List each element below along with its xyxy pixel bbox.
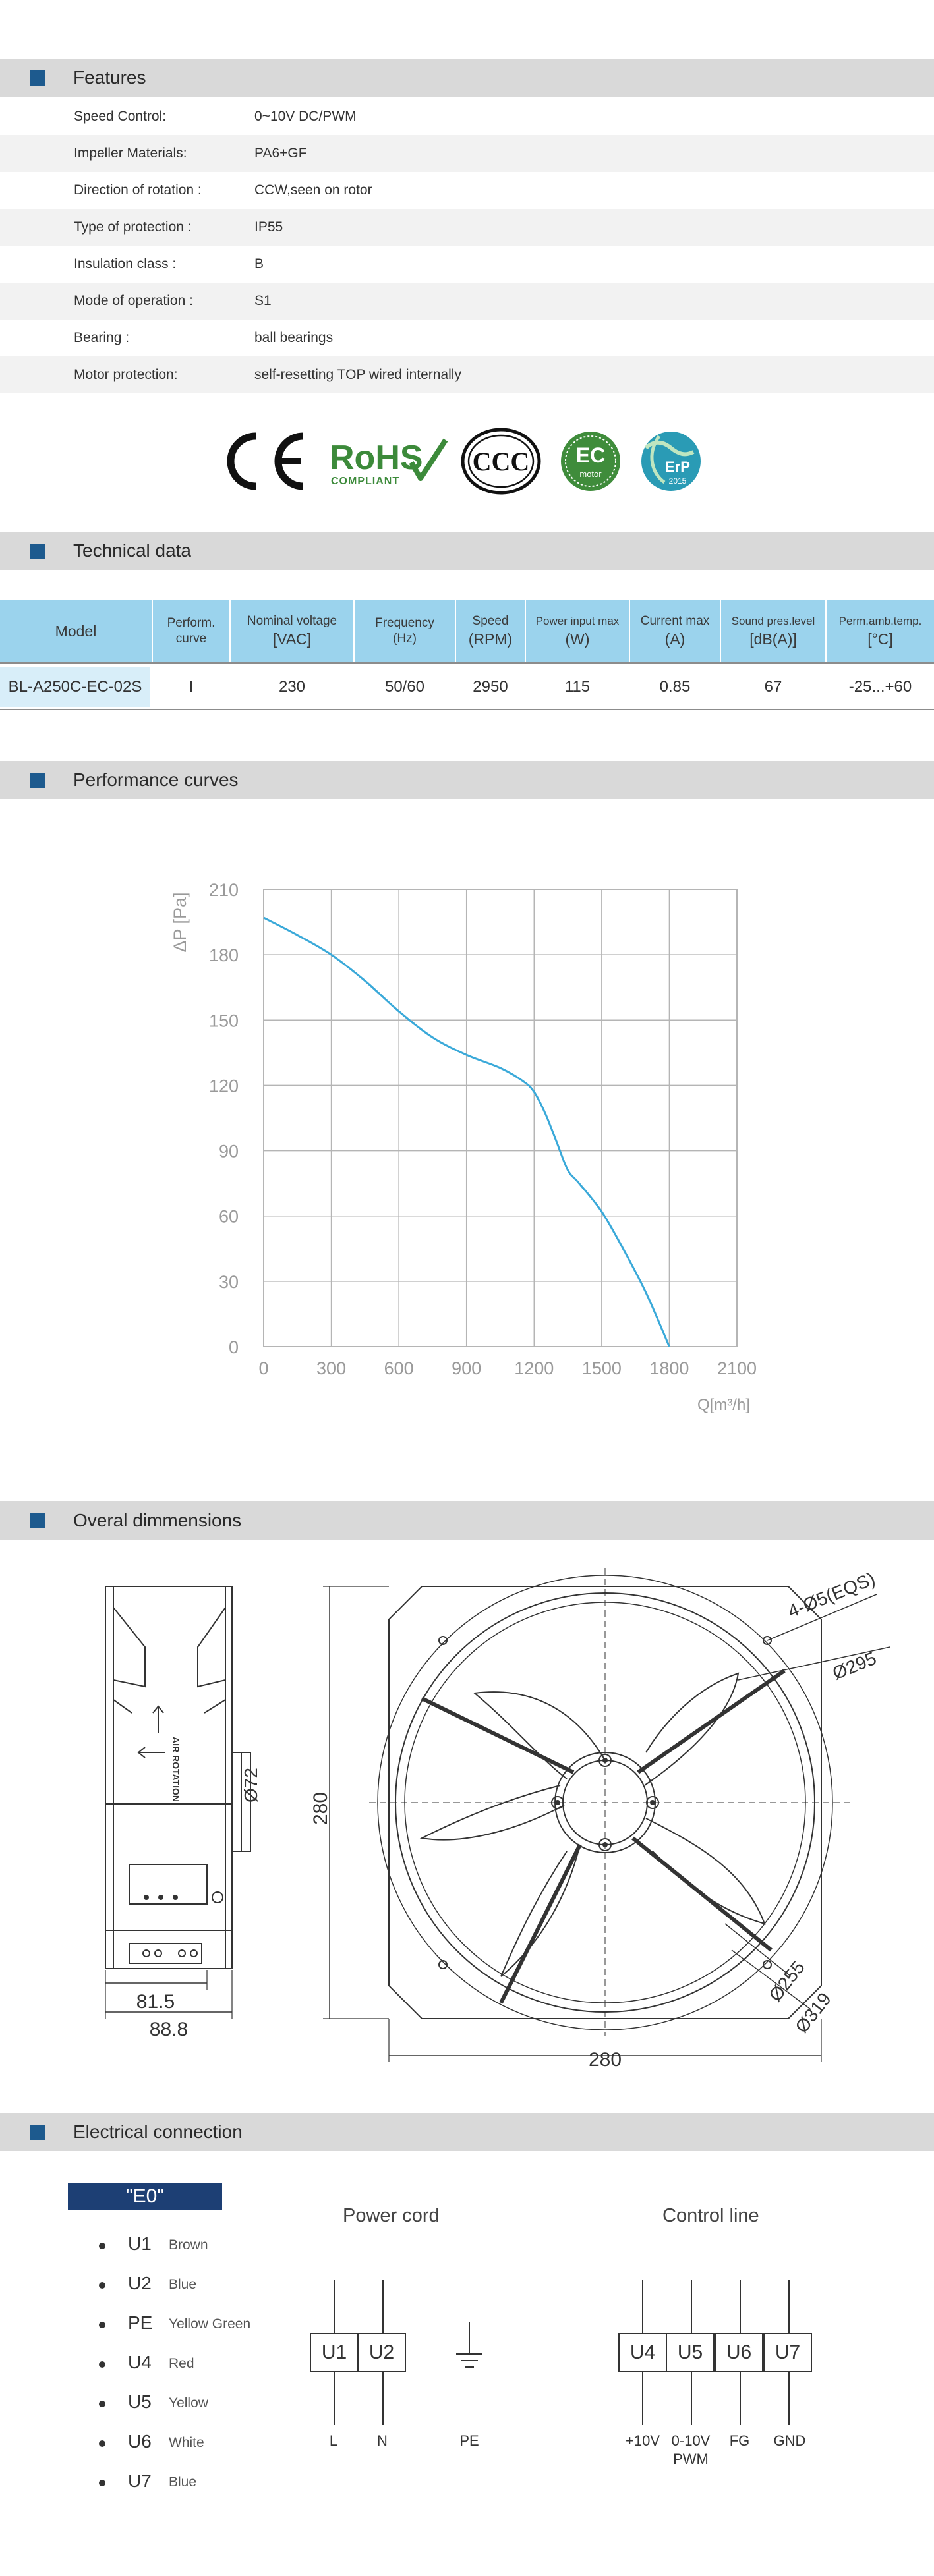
svg-text:2015: 2015 [668, 476, 687, 486]
cell-sound: 67 [764, 678, 782, 696]
section-marker [30, 544, 45, 559]
wire [334, 2372, 335, 2425]
pin-label-pwm: PWM [673, 2451, 709, 2467]
cell-speed: 2950 [473, 678, 508, 696]
feature-value: CCW,seen on rotor [254, 182, 372, 198]
header-text: Nominal voltage [247, 613, 337, 628]
section-performance [0, 761, 934, 799]
erp-logo [641, 432, 701, 491]
dim-81-5: 81.5 [136, 1991, 175, 2013]
feature-value: S1 [254, 293, 272, 308]
y-tick-label: 30 [218, 1272, 239, 1292]
side-view [105, 1586, 250, 2019]
section-title: Technical data [73, 540, 192, 561]
legend-code: U7 [128, 2471, 152, 2491]
dim-d255: Ø255 [765, 1957, 809, 2005]
ground-wire [469, 2322, 470, 2353]
front-view [323, 1568, 890, 2062]
feature-value: PA6+GF [254, 146, 307, 161]
rohs-logo [330, 439, 446, 487]
y-tick-label: 210 [208, 880, 239, 900]
section-dimensions [0, 1501, 934, 1540]
svg-text:CCC: CCC [472, 447, 530, 476]
feature-value: ball bearings [254, 330, 334, 345]
pin-label-fg: FG [729, 2432, 750, 2449]
feature-row [0, 320, 934, 356]
wire [642, 2372, 643, 2425]
section-features [0, 59, 934, 97]
legend-code: U5 [128, 2392, 152, 2412]
ground-symbol [465, 2366, 474, 2368]
feature-label: Motor protection: [74, 367, 178, 382]
dimension-drawing [0, 1555, 934, 2082]
col-header-speed [456, 600, 525, 662]
wire [788, 2372, 790, 2425]
legend-name: Blue [169, 2277, 197, 2292]
y-tick-label: 180 [208, 945, 239, 966]
section-marker [30, 773, 45, 788]
terminal-u6: U6 [715, 2333, 763, 2372]
legend-code: U1 [128, 2233, 152, 2254]
wire [740, 2372, 741, 2425]
section-title: Performance curves [73, 770, 239, 790]
svg-text:EC: EC [575, 443, 606, 467]
feature-value: self-resetting TOP wired internally [254, 367, 461, 382]
feature-label: Insulation class : [74, 256, 177, 271]
legend-code: PE [128, 2312, 153, 2333]
legend-name: White [169, 2435, 204, 2450]
pin-label-pe: PE [459, 2432, 479, 2449]
header-text: Power input max [535, 614, 620, 627]
feature-value: B [254, 256, 264, 271]
header-text: Perform. [167, 615, 216, 630]
section-marker [30, 2125, 45, 2140]
legend-name: Yellow [169, 2395, 208, 2411]
y-tick-label: 60 [218, 1206, 239, 1227]
feature-row [0, 135, 934, 172]
feature-row [0, 209, 934, 246]
cell-model: BL-A250C-EC-02S [8, 678, 142, 696]
x-tick-label: 300 [316, 1358, 347, 1378]
cell-frequency: 50/60 [384, 678, 425, 696]
x-tick-label: 600 [384, 1358, 414, 1378]
terminal-u7: U7 [763, 2333, 812, 2372]
x-tick-label: 900 [452, 1358, 482, 1378]
cell-curve: I [189, 678, 194, 696]
header-unit: [°C] [867, 630, 893, 648]
svg-text:motor: motor [579, 469, 602, 479]
ce-logo [231, 436, 303, 486]
dim-h280: 280 [310, 1791, 332, 1825]
feature-label: Type of protection : [74, 219, 192, 235]
col-header-power [526, 600, 629, 662]
pin-label-10v: +10V [626, 2432, 660, 2449]
legend-bullet [99, 2322, 105, 2328]
pin-label-n: N [377, 2432, 388, 2449]
feature-label: Bearing : [74, 330, 130, 345]
y-tick-label: 0 [228, 1337, 239, 1357]
dim-w280: 280 [588, 2049, 622, 2071]
section-title: Overal dimmensions [73, 1510, 242, 1530]
feature-label: Direction of rotation : [74, 182, 202, 198]
legend-code: U4 [128, 2352, 152, 2372]
legend-bullet [99, 2480, 105, 2486]
ec-motor-logo [561, 432, 620, 491]
terminal-u4: U4 [618, 2333, 667, 2372]
header-text: Current max [640, 613, 710, 628]
power-cord-title: Power cord [343, 2205, 440, 2226]
ground-symbol [461, 2360, 478, 2361]
terminal-u1: U1 [310, 2333, 359, 2372]
col-header-frequency [355, 600, 455, 662]
col-header-current [630, 600, 720, 662]
legend-name: Red [169, 2356, 194, 2371]
feature-row [0, 98, 934, 135]
section-marker [30, 1513, 45, 1528]
legend-bullet [99, 2282, 105, 2289]
control-line-title: Control line [662, 2205, 759, 2226]
cell-current: 0.85 [659, 678, 691, 696]
legend-bullet [99, 2401, 105, 2407]
pin-label-gnd: GND [773, 2432, 806, 2449]
feature-row [0, 172, 934, 209]
x-axis-label: Q[m³/h] [697, 1396, 750, 1414]
legend-name: Yellow Green [169, 2316, 251, 2332]
col-header-voltage [231, 600, 353, 662]
x-tick-label: 1200 [514, 1358, 554, 1378]
y-tick-label: 120 [208, 1076, 239, 1096]
terminal-u5: U5 [666, 2333, 715, 2372]
svg-text:COMPLIANT: COMPLIANT [331, 476, 400, 487]
legend-bullet [99, 2440, 105, 2447]
header-unit: [dB(A)] [749, 630, 797, 648]
feature-label: Impeller Materials: [74, 146, 187, 161]
header-text: Perm.amb.temp. [838, 614, 922, 627]
header-text: Speed [472, 613, 509, 628]
col-header-curve [153, 600, 229, 662]
tech-table-header [0, 600, 934, 662]
section-marker [30, 70, 45, 86]
legend-name: Brown [169, 2237, 208, 2253]
pin-label-0-10v: 0-10V [671, 2432, 711, 2449]
feature-label: Mode of operation : [74, 293, 193, 308]
legend-bullet [99, 2243, 105, 2249]
air-rotation-label: AIR ROTATION [171, 1737, 181, 1803]
y-tick-label: 150 [208, 1011, 239, 1031]
feature-value: 0~10V DC/PWM [254, 109, 357, 124]
header-unit: (W) [565, 630, 590, 648]
cell-temp: -25...+60 [848, 678, 912, 696]
terminal-u2: U2 [357, 2333, 406, 2372]
feature-row [0, 283, 934, 320]
feature-row [0, 356, 934, 393]
wiring-code-tag: "E0" [68, 2183, 222, 2210]
legend-code: U6 [128, 2431, 152, 2451]
x-tick-label: 2100 [716, 1358, 757, 1378]
feature-label: Speed Control: [74, 109, 167, 124]
section-title: Features [73, 67, 146, 88]
cell-voltage: 230 [278, 678, 306, 696]
dim-d295: Ø295 [829, 1648, 879, 1684]
wire [691, 2372, 692, 2425]
col-header-sound [721, 600, 825, 662]
pin-label-l: L [329, 2432, 338, 2449]
header-text: Model [55, 622, 97, 640]
feature-row [0, 246, 934, 283]
svg-text:RoHS: RoHS [330, 439, 423, 477]
section-technical [0, 532, 934, 570]
dim-d319: Ø319 [791, 1988, 835, 2037]
wire [382, 2372, 384, 2425]
certification-logos [224, 422, 712, 501]
header-unit: curve [175, 631, 207, 646]
y-tick-label: 90 [218, 1141, 239, 1162]
ccc-logo [463, 430, 539, 493]
feature-value: IP55 [254, 219, 283, 235]
dim-holes: 4-Ø5(EQS) [784, 1568, 879, 1622]
header-unit: [VAC] [272, 630, 312, 648]
legend-name: Blue [169, 2475, 197, 2490]
dim-88-8: 88.8 [149, 2019, 189, 2040]
header-unit: (A) [664, 630, 686, 648]
col-header-model [0, 600, 152, 662]
header-text: Sound pres.level [731, 614, 815, 627]
col-header-temp [827, 600, 934, 662]
x-tick-label: 0 [258, 1358, 269, 1378]
y-axis-label: ΔP [Pa] [170, 892, 190, 953]
header-unit: (Hz) [393, 631, 417, 646]
ground-symbol [456, 2353, 482, 2355]
performance-chart [0, 843, 934, 1436]
cell-power: 115 [564, 678, 591, 696]
legend-bullet [99, 2361, 105, 2368]
x-tick-label: 1800 [649, 1358, 689, 1378]
header-unit: (RPM) [468, 630, 513, 648]
section-electrical [0, 2113, 934, 2151]
svg-text:ErP: ErP [665, 459, 690, 475]
x-tick-label: 1500 [581, 1358, 622, 1378]
legend-code: U2 [128, 2273, 152, 2293]
section-title: Electrical connection [73, 2121, 243, 2142]
header-text: Frequency [375, 615, 434, 630]
dim-d72: Ø72 [241, 1768, 261, 1803]
